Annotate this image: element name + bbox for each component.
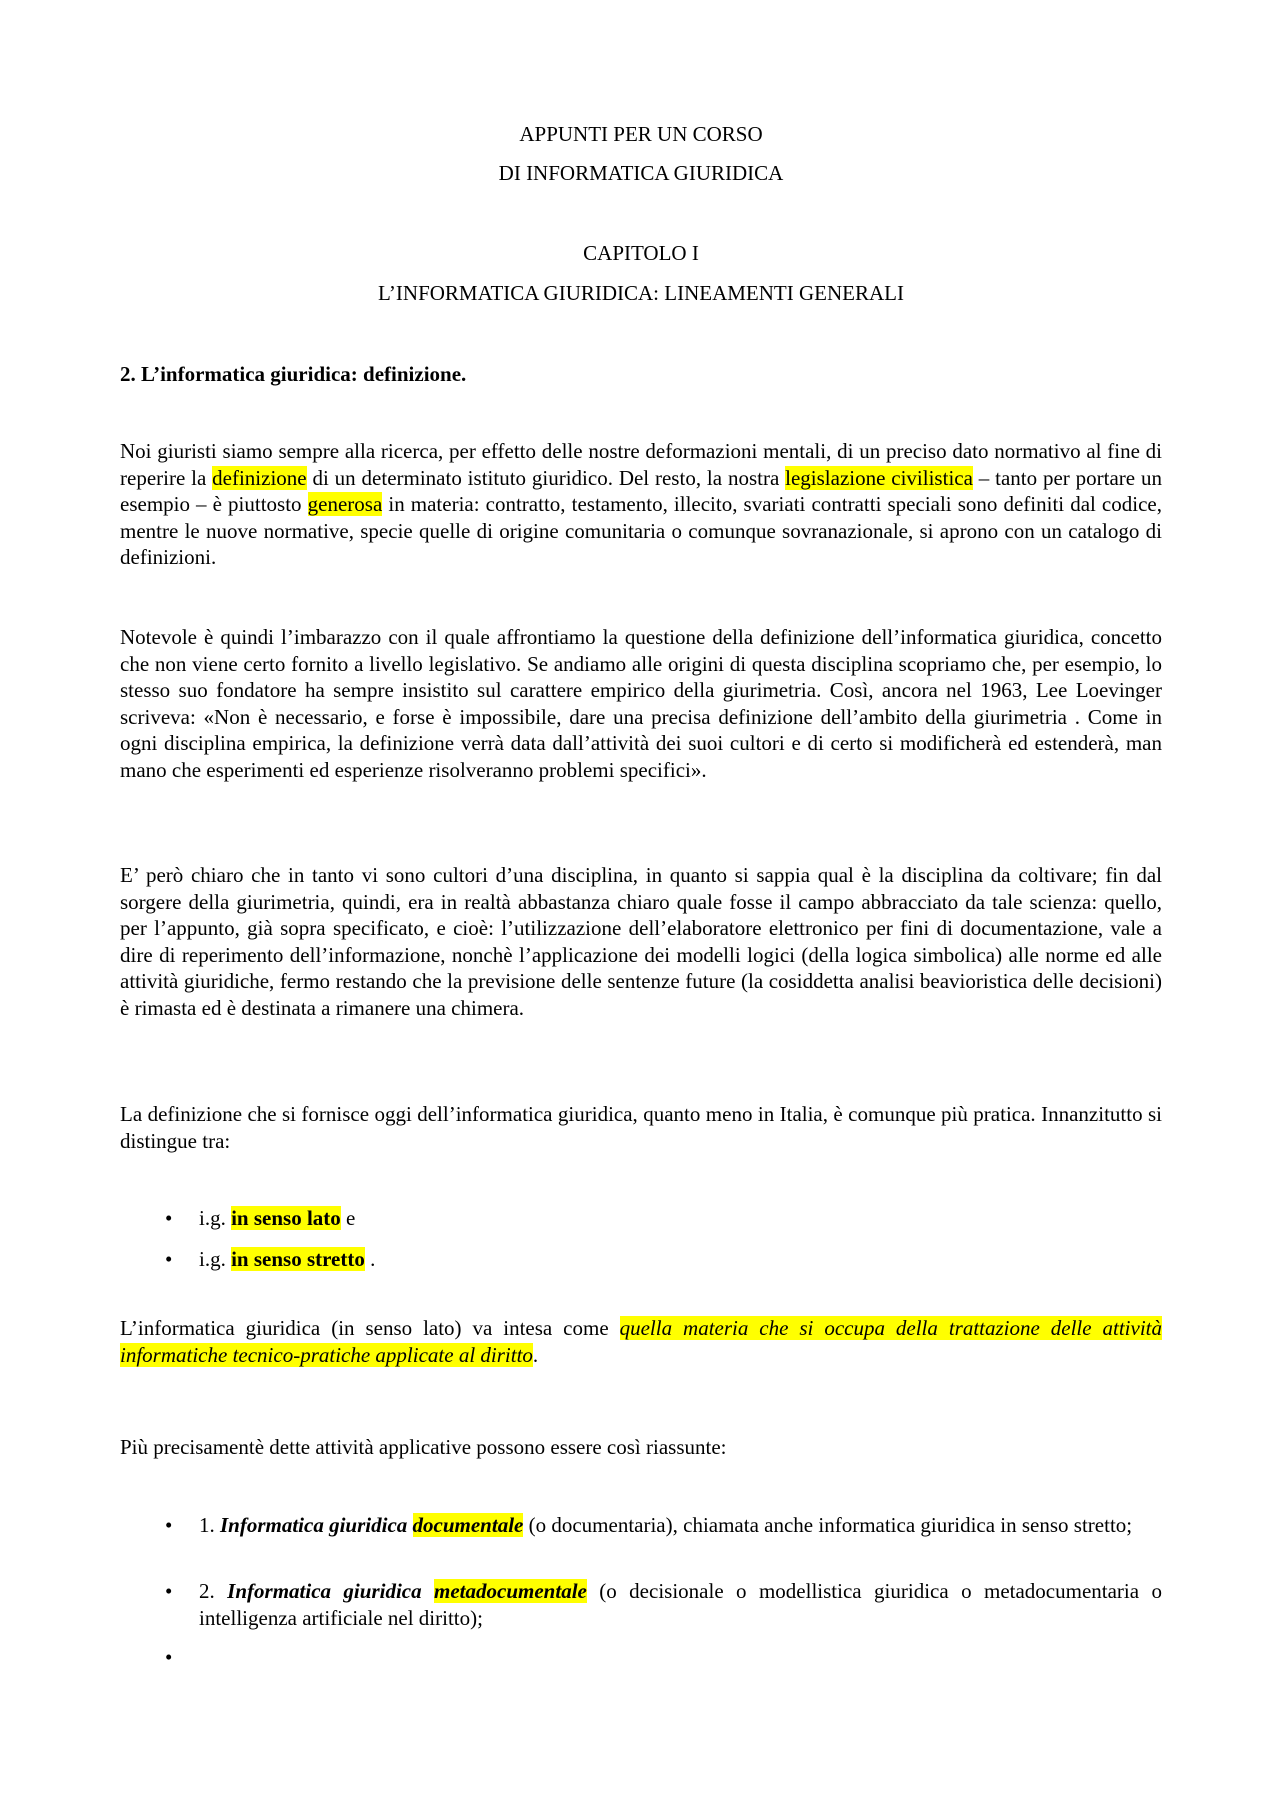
- list-item-text: [199, 1246, 1162, 1273]
- section-heading: 2. L’informatica giuridica: definizione.: [120, 362, 467, 386]
- highlight-senso-lato: in senso lato: [231, 1206, 341, 1230]
- list-item-rest: (o decisionale o modellistica giuridica o metadocumentaria o intelligenza artificiale nel diritto);: [199, 1579, 1162, 1630]
- list-item-label: Informatica giuridica: [227, 1579, 435, 1603]
- paragraph-1: [120, 438, 1162, 571]
- highlight-documentale: documentale: [412, 1513, 524, 1537]
- bullet-marker: •: [165, 1513, 173, 1537]
- list-item-suffix: .: [364, 1247, 376, 1271]
- paragraph-6: Più precisamentè dette attività applicative possono essere così riassunte:: [120, 1435, 727, 1459]
- highlight-definizione: definizione: [212, 465, 307, 490]
- paragraph-text: .: [532, 1342, 539, 1367]
- list-item-number: 2.: [199, 1579, 228, 1603]
- bullet-marker: •: [165, 1247, 173, 1271]
- doc-title-line-2: DI INFORMATICA GIURIDICA: [498, 161, 784, 185]
- list-item-text: [199, 1512, 1162, 1539]
- list-item-text: [199, 1205, 1162, 1232]
- paragraph-3: E’ però chiaro che in tanto vi sono cultori d’una disciplina, in quanto si sappia qual è la disciplina da coltivare; fin dal sorgere della giurimetria, quindi, era in realtà abbastanza chiaro quale fosse il campo abbracciato da tale scienza: quello, per l’appunto, già sopra specificato, e cioè: l’utilizzazione dell’elaboratore elettronico per fini di documentazione, vale a dire di reperimento dell’informazione, nonchè l’applicazione dei modelli logici (della logica simbolica) alle norme ed alle attività giuridiche, fermo restando che la previsione delle sentenze future (la cosiddetta analisi beavioristica delle decisioni) è rimasta ed è destinata a rimanere una chimera.: [120, 863, 1162, 1020]
- list-item-text: [199, 1578, 1162, 1631]
- highlight-legislazione-civilistica: legislazione civilistica: [785, 465, 973, 490]
- chapter-title: L’INFORMATICA GIURIDICA: LINEAMENTI GENERALI: [378, 281, 904, 305]
- highlight-metadocumentale: metadocumentale: [434, 1579, 587, 1603]
- list-item-prefix: i.g.: [199, 1206, 232, 1230]
- paragraph-5: [120, 1315, 1162, 1368]
- chapter-number: CAPITOLO I: [583, 241, 699, 265]
- bullet-marker: •: [165, 1645, 173, 1669]
- paragraph-text: di un determinato istituto giuridico. Del resto, la nostra: [306, 465, 786, 490]
- list-item-rest: (o documentaria), chiamata anche informatica giuridica in senso stretto;: [523, 1513, 1133, 1537]
- bullet-marker: •: [165, 1579, 173, 1603]
- highlight-generosa: generosa: [307, 492, 383, 516]
- doc-title-line-1: APPUNTI PER UN CORSO: [519, 122, 763, 146]
- paragraph-text: – tanto per portare un esempio – è piuttosto: [120, 465, 1162, 516]
- paragraph-text: L’informatica giuridica (in senso lato) va intesa come: [120, 1316, 620, 1340]
- highlight-definition: quella materia che si occupa della trattazione delle attività informatiche tecnico-pratiche applicate al diritto: [120, 1316, 1163, 1367]
- list-item-label: Informatica giuridica: [220, 1513, 413, 1537]
- paragraph-text: in materia: contratto, testamento, illecito, svariati contratti speciali sono definiti dal codice, mentre le nuove normative, specie quelle di origine comunitaria o comunque sovranazionale, si aprono con un catalogo di definizioni.: [120, 492, 1162, 569]
- paragraph-2: Notevole è quindi l’imbarazzo con il quale affrontiamo la questione della definizione dell’informatica giuridica, concetto che non viene certo fornito a livello legislativo. Se andiamo alle origini di questa disciplina scopriamo che, per esempio, lo stesso suo fondatore ha sempre insistito sul carattere empirico della giurimetria. Così, ancora nel 1963, Lee Loevinger scriveva: «Non è necessario, e forse è impossibile, dare una precisa definizione dell’ambito della giurimetria . Come in ogni disciplina empirica, la definizione verrà data dall’attività dei suoi cultori e di certo si modificherà ed estenderà, man mano che esperimenti ed esperienze risolveranno problemi specifici».: [120, 625, 1162, 782]
- bullet-marker: •: [165, 1206, 173, 1230]
- paragraph-text: Noi giuristi siamo sempre alla ricerca, per effetto delle nostre deformazioni mentali, di un preciso dato normativo al fine di reperire la: [120, 439, 1162, 490]
- highlight-senso-stretto: in senso stretto: [231, 1247, 365, 1271]
- list-item-suffix: e: [340, 1206, 356, 1230]
- list-item-number: 1.: [199, 1513, 220, 1537]
- paragraph-4: La definizione che si fornisce oggi dell’informatica giuridica, quanto meno in Italia, è comunque più pratica. Innanzitutto si distingue tra:: [120, 1102, 1162, 1153]
- document-page: [120, 0, 1162, 1811]
- list-item-prefix: i.g.: [199, 1247, 232, 1271]
